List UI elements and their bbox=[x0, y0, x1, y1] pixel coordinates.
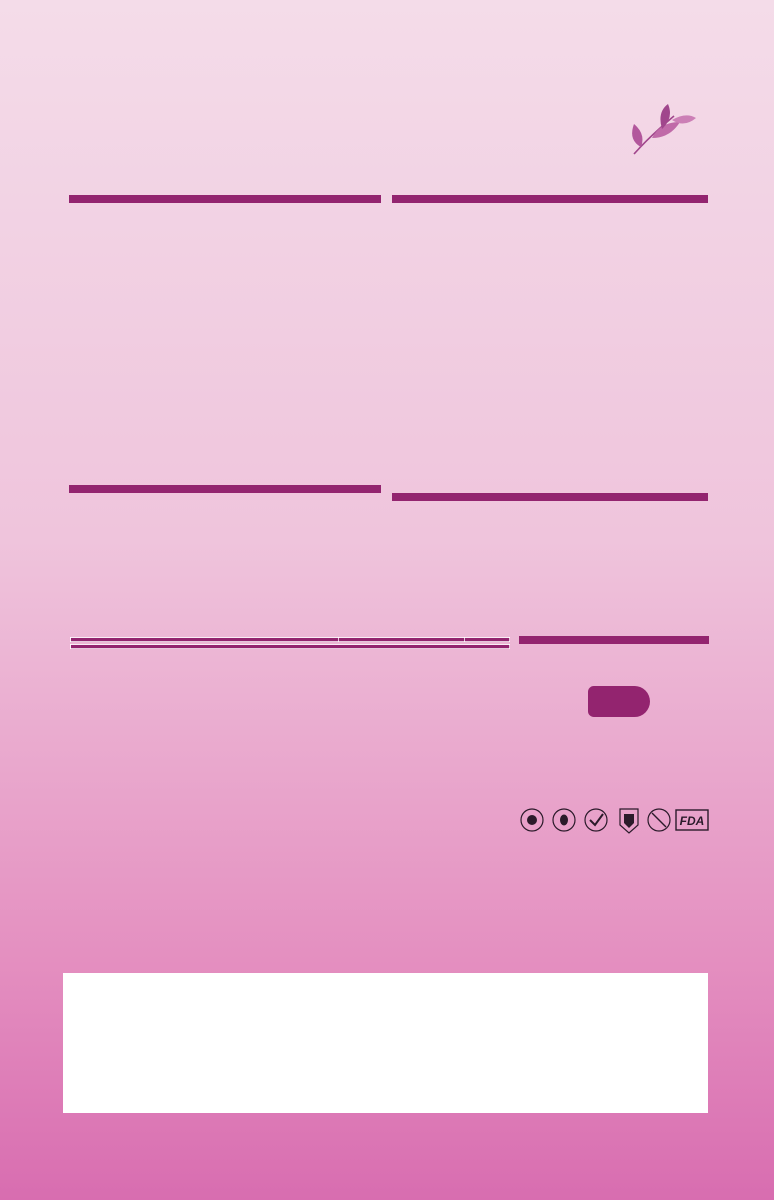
ukas-badge-icon bbox=[620, 809, 638, 833]
directions-text bbox=[69, 493, 381, 497]
svg-text:FDA: FDA bbox=[679, 814, 705, 828]
content-section bbox=[519, 636, 709, 644]
gmo-free-badge-icon bbox=[648, 809, 670, 831]
haccp-badge-icon bbox=[585, 809, 607, 831]
barcode bbox=[344, 1000, 506, 1036]
nutrition-table bbox=[70, 637, 510, 655]
brand-logo bbox=[604, 102, 714, 182]
ovomet-badge-icon bbox=[553, 809, 575, 831]
ingredients-header bbox=[69, 195, 381, 203]
footer-panel bbox=[63, 973, 708, 1113]
company-info bbox=[89, 1075, 349, 1083]
scoop-icon bbox=[588, 686, 650, 717]
directions-header bbox=[69, 485, 381, 493]
fda-logo-icon bbox=[676, 810, 708, 830]
nutrition-header-serving bbox=[339, 638, 465, 642]
caution-header bbox=[392, 195, 708, 203]
nutrition-header-label bbox=[71, 638, 339, 642]
storage-text bbox=[392, 501, 708, 505]
caution-text bbox=[392, 203, 708, 207]
ingredients-section bbox=[69, 195, 381, 207]
ingredients-per-serving-header bbox=[71, 645, 510, 649]
storage-header bbox=[392, 493, 708, 501]
ingredients-text bbox=[69, 203, 381, 207]
certification-badges bbox=[520, 803, 710, 843]
content-header bbox=[519, 636, 709, 644]
peptan-badge-icon bbox=[521, 809, 543, 831]
leaf-branch-icon bbox=[604, 102, 714, 157]
directions-section bbox=[69, 485, 381, 497]
nutrition-header-nrv bbox=[465, 638, 510, 642]
caution-section bbox=[392, 195, 708, 207]
storage-section bbox=[392, 493, 708, 505]
